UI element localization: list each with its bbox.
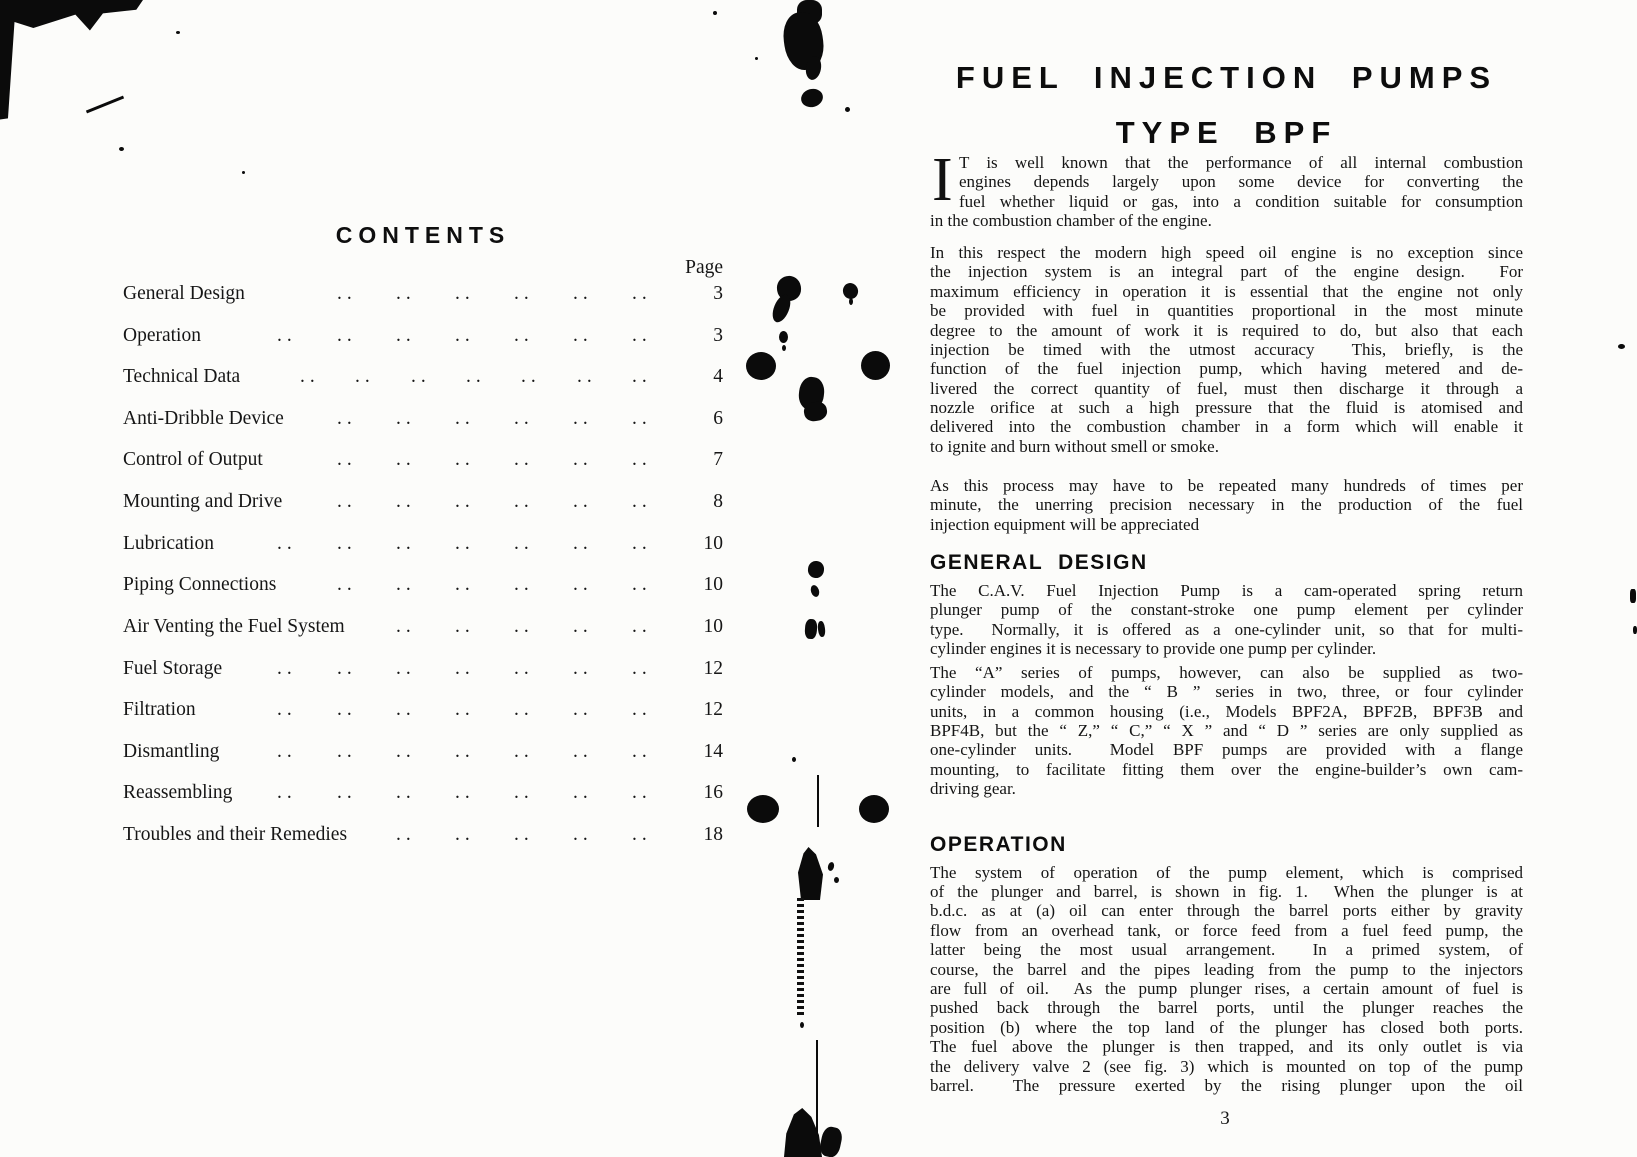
toc-leader-dots: .. [514, 325, 534, 346]
toc-leader-dots: .. [337, 491, 357, 512]
page-column-label: Page [685, 257, 723, 278]
toc-label: Technical Data [123, 366, 241, 387]
body-line: maximum efficiency in operation it is essential that the engine not only [930, 281, 1523, 301]
body-line: minute, the unerring precision necessary in the production of the fuel [930, 495, 1523, 515]
body-line: be provided with fuel in quantities proportional in the most minute [930, 301, 1523, 321]
ink-blot [809, 584, 820, 598]
body-line: to ignite and burn without smell or smoke. [930, 436, 1219, 456]
ink-blot [755, 57, 758, 60]
body-paragraph [930, 476, 1523, 534]
toc-leader-dots: .. [355, 366, 375, 387]
toc-row [123, 781, 723, 805]
toc-leader-dots: .. [514, 491, 534, 512]
ink-blot [861, 351, 890, 380]
stitching-marks [797, 898, 804, 1018]
toc-leader-dots: .. [396, 782, 416, 803]
ink-blot [807, 560, 825, 579]
toc-leader-dots: .. [396, 616, 416, 637]
toc-page-number: 3 [713, 283, 723, 304]
toc-leader-dots: .. [573, 824, 593, 845]
toc-label: Piping Connections [123, 574, 277, 595]
toc-label: Anti-Dribble Device [123, 408, 284, 429]
body-line: barrel. The pressure exerted by the rising plunger upon the oil [930, 1075, 1523, 1095]
toc-leader-dots: .. [277, 741, 297, 762]
toc-page-number: 7 [713, 449, 723, 470]
toc-leader-dots: .. [300, 366, 320, 387]
toc-leader-dots: .. [337, 699, 357, 720]
toc-leader-dots: .. [573, 325, 593, 346]
body-line: the delivery valve 2 (see fig. 3) which is mounted on top of the pump [930, 1056, 1523, 1076]
body-line: The fuel above the plunger is then trapped, and its only outlet is via [930, 1037, 1523, 1057]
ink-blot [1630, 589, 1636, 603]
body-line: fuel whether liquid or gas, into a condition suitable for consumption [959, 191, 1523, 211]
body-line: degree to the amount of work it is required to do, but also that each [930, 320, 1523, 340]
toc-row [123, 532, 723, 556]
toc-leader-dots: .. [337, 533, 357, 554]
toc-leader-dots: .. [573, 449, 593, 470]
toc-leader-dots: .. [455, 325, 475, 346]
body-paragraph [930, 243, 1523, 456]
ink-blot [817, 621, 826, 638]
toc-leader-dots: .. [396, 574, 416, 595]
toc-leader-dots: .. [396, 658, 416, 679]
toc-leader-dots: .. [573, 782, 593, 803]
toc-leader-dots: .. [455, 491, 475, 512]
toc-leader-dots: .. [514, 533, 534, 554]
toc-page-number: 12 [703, 699, 723, 720]
ink-blot [779, 331, 788, 343]
toc-page-number: 12 [703, 658, 723, 679]
body-line: the injection system is an integral part of the engine design. For [930, 262, 1523, 282]
toc-row [123, 448, 723, 472]
toc-leader-dots: .. [396, 449, 416, 470]
body-line: pushed back through the barrel ports, until the plunger reaches the [930, 998, 1523, 1018]
toc-label: Operation [123, 325, 201, 346]
toc-page-number: 10 [703, 616, 723, 637]
ink-blot [817, 775, 819, 827]
ink-blot [747, 795, 779, 823]
body-line: The “A” series of pumps, however, can also be supplied as two- [930, 662, 1523, 682]
toc-leader-dots: .. [514, 574, 534, 595]
toc-leader-dots: .. [337, 782, 357, 803]
toc-leader-dots: .. [455, 699, 475, 720]
ink-blot [799, 86, 825, 109]
toc-leader-dots: .. [396, 699, 416, 720]
toc-leader-dots: .. [632, 574, 652, 595]
toc-leader-dots: .. [277, 533, 297, 554]
toc-leader-dots: .. [514, 741, 534, 762]
toc-row [123, 324, 723, 348]
toc-leader-dots: .. [573, 574, 593, 595]
toc-leader-dots: .. [514, 449, 534, 470]
body-line: course, the barrel and the pipes leading from the pump to the injectors [930, 959, 1523, 979]
toc-leader-dots: .. [632, 366, 652, 387]
toc-row [123, 740, 723, 764]
toc-leader-dots: .. [466, 366, 486, 387]
toc-leader-dots: .. [514, 824, 534, 845]
document-title-line2: TYPE BPF [1115, 115, 1338, 150]
body-line: injection equipment will be appreciated [930, 514, 1200, 534]
toc-leader-dots: .. [573, 699, 593, 720]
toc-row [123, 490, 723, 514]
toc-leader-dots: .. [632, 824, 652, 845]
toc-leader-dots: .. [277, 782, 297, 803]
ink-blot [845, 107, 850, 112]
drop-cap: I [932, 146, 953, 214]
body-line: b.d.c. as at (a) oil can enter through the barrel ports either by gravity [930, 901, 1523, 921]
contents-heading: CONTENTS [335, 222, 511, 248]
toc-label: Filtration [123, 699, 196, 720]
toc-leader-dots: .. [514, 616, 534, 637]
toc-leader-dots: .. [632, 533, 652, 554]
text-column [930, 0, 1523, 1095]
body-line: position (b) where the top land of the plunger has closed both ports. [930, 1017, 1523, 1037]
toc-leader-dots: .. [337, 408, 357, 429]
body-text [930, 146, 1523, 1095]
toc-leader-dots: .. [337, 449, 357, 470]
toc-leader-dots: .. [632, 283, 652, 304]
ink-blot [800, 1022, 804, 1028]
toc-leader-dots: .. [337, 658, 357, 679]
ink-blot [859, 795, 889, 823]
toc-page-number: 3 [713, 325, 723, 346]
toc-leader-dots: .. [396, 491, 416, 512]
body-line: livered the correct quantity of fuel, must then discharge it through a [930, 378, 1523, 398]
toc-leader-dots: .. [632, 449, 652, 470]
body-line: In this respect the modern high speed oil engine is no exception since [930, 242, 1523, 262]
toc-row [123, 615, 723, 639]
ink-blot [713, 11, 717, 15]
page-number: 3 [1220, 1108, 1230, 1129]
toc-leader-dots: .. [514, 658, 534, 679]
body-line: of the plunger and barrel, is shown in fig. 1. When the plunger is at [930, 882, 1523, 902]
toc-leader-dots: .. [514, 782, 534, 803]
toc-leader-dots: .. [632, 658, 652, 679]
toc-label: Air Venting the Fuel System [123, 616, 345, 637]
toc-leader-dots: .. [455, 408, 475, 429]
toc-row [123, 365, 723, 389]
body-line: cylinder models, and the “ B ” series in two, three, or four cylinder [930, 682, 1523, 702]
body-line: plunger pump of the constant-stroke one pump element per cylinder [930, 600, 1523, 620]
body-paragraph [930, 581, 1523, 659]
toc-page-number: 6 [713, 408, 723, 429]
toc-row [123, 282, 723, 306]
body-line: are full of oil. As the pump plunger rises, a certain amount of fuel is [930, 979, 1523, 999]
toc-leader-dots: .. [396, 824, 416, 845]
ink-blot [1618, 344, 1625, 349]
toc-row [123, 823, 723, 847]
body-paragraph [930, 146, 1523, 231]
toc-label: General Design [123, 283, 245, 304]
ink-blot [86, 96, 124, 114]
toc-leader-dots: .. [396, 408, 416, 429]
body-line: injection be timed with the utmost accuracy This, briefly, is the [930, 339, 1523, 359]
toc-label: Troubles and their Remedies [123, 824, 348, 845]
toc-page-number: 4 [713, 366, 723, 387]
toc-leader-dots: .. [632, 408, 652, 429]
ink-blot [746, 352, 776, 380]
ink-blot [176, 31, 180, 34]
toc-leader-dots: .. [337, 283, 357, 304]
toc-leader-dots: .. [277, 699, 297, 720]
toc-label: Lubrication [123, 533, 214, 554]
body-line: one-cylinder units. Model BPF pumps are provided with a flange [930, 740, 1523, 760]
body-line: function of the fuel injection pump, which having metered and de- [930, 359, 1523, 379]
scan-edge-artifact [0, 0, 145, 122]
toc-leader-dots: .. [573, 283, 593, 304]
ink-blot [849, 298, 853, 305]
ink-blot [834, 877, 839, 883]
ink-blot [242, 171, 245, 174]
toc-leader-dots: .. [455, 782, 475, 803]
toc-row [123, 657, 723, 681]
body-line: The system of operation of the pump element, which is comprised [930, 862, 1523, 882]
body-line: type. Normally, it is offered as a one-cylinder unit, so that for multi- [930, 619, 1523, 639]
body-line: latter being the most usual arrangement. In a primed system, of [930, 940, 1523, 960]
body-paragraph [930, 663, 1523, 799]
toc-leader-dots: .. [455, 533, 475, 554]
toc-leader-dots: .. [411, 366, 431, 387]
section-heading: OPERATION [930, 832, 1067, 856]
body-line: delivered into the combustion chamber in a form which will enable it [930, 417, 1523, 437]
ink-blot [792, 757, 796, 762]
toc-leader-dots: .. [573, 658, 593, 679]
toc-leader-dots: .. [514, 283, 534, 304]
toc-leader-dots: .. [455, 741, 475, 762]
toc-page-number: 10 [703, 533, 723, 554]
ink-blot [119, 147, 124, 151]
toc-leader-dots: .. [573, 408, 593, 429]
toc-leader-dots: .. [573, 616, 593, 637]
toc-leader-dots: .. [455, 574, 475, 595]
toc-leader-dots: .. [514, 699, 534, 720]
toc-leader-dots: .. [455, 658, 475, 679]
toc-page-number: 10 [703, 574, 723, 595]
toc-leader-dots: .. [632, 491, 652, 512]
body-line: flow from an overhead tank, or force feed from a fuel feed pump, the [930, 920, 1523, 940]
toc-leader-dots: .. [521, 366, 541, 387]
toc-leader-dots: .. [277, 658, 297, 679]
body-line: BPF4B, but the “ Z,” “ C,” “ X ” and “ D ” series are only supplied as [930, 720, 1523, 740]
body-line: nozzle orifice at such a high pressure that the fluid is atomised and [930, 398, 1523, 418]
body-line: in the combustion chamber of the engine. [930, 211, 1212, 231]
body-line: mounting, to facilitate fitting them over the engine-builder’s own cam- [930, 759, 1523, 779]
toc-page-number: 14 [703, 741, 723, 762]
ink-blot [818, 1125, 844, 1157]
toc-label: Mounting and Drive [123, 491, 283, 512]
document-title-line1: FUEL INJECTION PUMPS [955, 60, 1498, 95]
body-line: units, in a common housing (i.e., Models BPF2A, BPF2B, BPF3B and [930, 701, 1523, 721]
toc-leader-dots: .. [396, 283, 416, 304]
toc-leader-dots: .. [573, 491, 593, 512]
body-line: driving gear. [930, 779, 1016, 799]
toc-leader-dots: .. [396, 533, 416, 554]
toc-page-number: 18 [703, 824, 723, 845]
toc-leader-dots: .. [455, 283, 475, 304]
body-paragraph [930, 863, 1523, 1096]
toc-label: Control of Output [123, 449, 263, 470]
toc-row [123, 407, 723, 431]
toc-leader-dots: .. [337, 574, 357, 595]
ink-blot [804, 619, 817, 640]
toc-page-number: 16 [703, 782, 723, 803]
toc-leader-dots: .. [455, 616, 475, 637]
toc-leader-dots: .. [632, 616, 652, 637]
toc-leader-dots: .. [455, 449, 475, 470]
body-line: cylinder engines it is necessary to provide one pump per cylinder. [930, 638, 1377, 658]
toc-leader-dots: .. [277, 325, 297, 346]
toc-leader-dots: .. [396, 325, 416, 346]
toc-page-number: 8 [713, 491, 723, 512]
toc-leader-dots: .. [632, 741, 652, 762]
toc-leader-dots: .. [455, 824, 475, 845]
toc-leader-dots: .. [396, 741, 416, 762]
toc-row [123, 698, 723, 722]
toc-leader-dots: .. [632, 699, 652, 720]
body-line: engines depends largely upon some device for converting the [959, 172, 1523, 192]
body-line: T is well known that the performance of all internal combustion [959, 153, 1523, 172]
toc-label: Fuel Storage [123, 658, 223, 679]
body-line: The C.A.V. Fuel Injection Pump is a cam-operated spring return [930, 580, 1523, 600]
toc-label: Dismantling [123, 741, 220, 762]
ink-blot [827, 861, 835, 871]
toc-leader-dots: .. [577, 366, 597, 387]
toc-leader-dots: .. [337, 741, 357, 762]
section-heading: GENERAL DESIGN [930, 550, 1148, 574]
toc-row [123, 573, 723, 597]
body-line: As this process may have to be repeated many hundreds of times per [930, 475, 1523, 495]
toc-leader-dots: .. [632, 782, 652, 803]
ink-blot [782, 345, 786, 351]
toc-leader-dots: .. [632, 325, 652, 346]
toc-leader-dots: .. [337, 325, 357, 346]
toc-leader-dots: .. [573, 533, 593, 554]
ink-blot [1633, 626, 1637, 634]
toc-label: Reassembling [123, 782, 233, 803]
ink-blot [798, 847, 823, 900]
toc-leader-dots: .. [573, 741, 593, 762]
toc-leader-dots: .. [514, 408, 534, 429]
